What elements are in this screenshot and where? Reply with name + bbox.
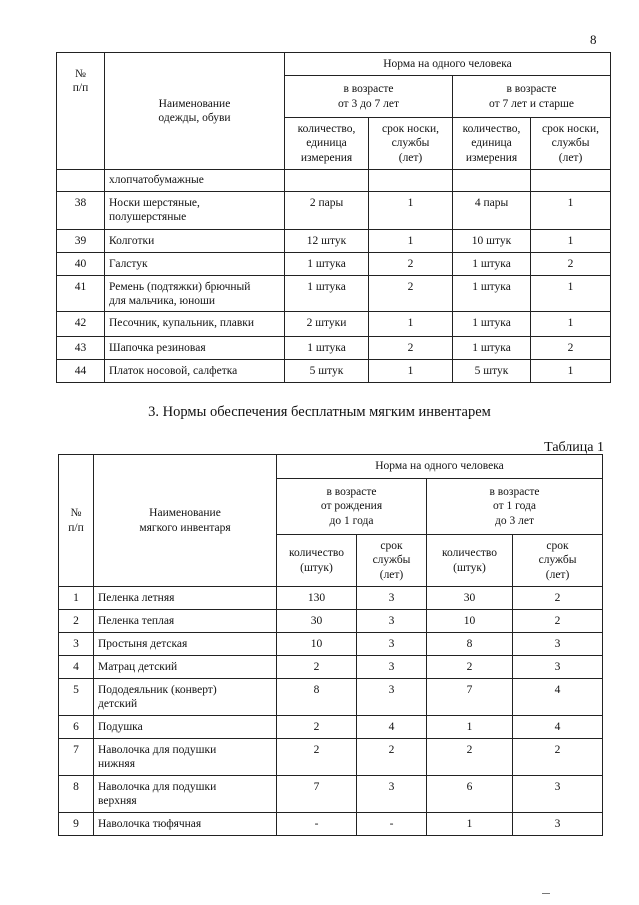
footer-mark <box>542 893 550 894</box>
row-term-1: 3 <box>357 679 427 716</box>
row-qty-2: 1 штука <box>453 312 531 337</box>
row-term-1: 3 <box>357 656 427 679</box>
table-row <box>57 312 611 337</box>
row-qty-1: 2 <box>277 716 357 739</box>
row-qty-2: 1 <box>427 716 513 739</box>
row-qty-2: 30 <box>427 587 513 610</box>
row-qty-1: 8 <box>277 679 357 716</box>
row-qty-1: - <box>277 813 357 836</box>
row-number: 3 <box>59 633 94 656</box>
row-number: 2 <box>59 610 94 633</box>
row-term-1: 2 <box>357 739 427 776</box>
header-norm: Норма на одного человека <box>277 455 603 479</box>
table-row <box>59 656 603 679</box>
row-number: 8 <box>59 776 94 813</box>
header-term-2: срок службы (лет) <box>513 535 603 587</box>
section-title: 3. Нормы обеспечения бесплатным мягким инвентарем <box>148 404 491 420</box>
row-term-1: 2 <box>369 253 453 276</box>
row-qty-2: 5 штук <box>453 360 531 383</box>
row-term-2: 3 <box>513 776 603 813</box>
row-number: 38 <box>57 192 105 230</box>
header-term-2: срок носки, службы (лет) <box>531 118 611 170</box>
row-qty-2: 4 пары <box>453 192 531 230</box>
row-name: Носки шерстяные, полушерстяные <box>105 192 285 230</box>
row-term-2: 1 <box>531 230 611 253</box>
soft-inventory-table <box>58 454 603 836</box>
row-number: 4 <box>59 656 94 679</box>
row-qty-2: 6 <box>427 776 513 813</box>
row-name: Колготки <box>105 230 285 253</box>
row-qty-2: 1 штука <box>453 253 531 276</box>
continuation-cell: хлопчатобумажные <box>105 170 285 192</box>
row-qty-2: 2 <box>427 656 513 679</box>
row-number: 5 <box>59 679 94 716</box>
row-term-2: 1 <box>531 276 611 312</box>
row-qty-2: 1 штука <box>453 337 531 360</box>
row-number: 41 <box>57 276 105 312</box>
row-name: Наволочка для подушки нижняя <box>94 739 277 776</box>
header-qty-1: количество (штук) <box>277 535 357 587</box>
header-qty-2: количество (штук) <box>427 535 513 587</box>
header-norm: Норма на одного человека <box>285 53 611 76</box>
row-term-2: 2 <box>513 610 603 633</box>
row-name: Шапочка резиновая <box>105 337 285 360</box>
row-qty-1: 2 пары <box>285 192 369 230</box>
row-qty-1: 30 <box>277 610 357 633</box>
table-row <box>57 192 611 230</box>
row-qty-1: 1 штука <box>285 337 369 360</box>
row-term-1: 1 <box>369 360 453 383</box>
row-term-2: 2 <box>513 587 603 610</box>
row-qty-2: 8 <box>427 633 513 656</box>
row-qty-2: 1 штука <box>453 276 531 312</box>
row-qty-2: 2 <box>427 739 513 776</box>
table-row <box>57 337 611 360</box>
row-term-1: 2 <box>369 337 453 360</box>
header-num: № п/п <box>57 53 105 170</box>
row-qty-1: 5 штук <box>285 360 369 383</box>
row-term-2: 1 <box>531 192 611 230</box>
row-name: Ремень (подтяжки) брючный для мальчика, юноши <box>105 276 285 312</box>
table-row <box>57 360 611 383</box>
row-term-2: 1 <box>531 360 611 383</box>
header-term-1: срок службы (лет) <box>357 535 427 587</box>
table-row <box>59 679 603 716</box>
row-term-1: 3 <box>357 633 427 656</box>
table-row <box>59 739 603 776</box>
row-number: 6 <box>59 716 94 739</box>
header-name: Наименование одежды, обуви <box>105 53 285 170</box>
table-row <box>59 633 603 656</box>
row-name: Платок носовой, салфетка <box>105 360 285 383</box>
row-qty-2: 1 <box>427 813 513 836</box>
row-term-1: 3 <box>357 610 427 633</box>
row-term-1: 1 <box>369 192 453 230</box>
row-number: 42 <box>57 312 105 337</box>
row-number: 44 <box>57 360 105 383</box>
row-name: Подушка <box>94 716 277 739</box>
header-age-group-2: в возрасте от 1 года до 3 лет <box>427 479 603 535</box>
row-number: 43 <box>57 337 105 360</box>
row-term-1: 4 <box>357 716 427 739</box>
row-term-2: 2 <box>531 253 611 276</box>
row-qty-1: 1 штука <box>285 253 369 276</box>
row-number: 1 <box>59 587 94 610</box>
row-term-1: 3 <box>357 587 427 610</box>
row-qty-1: 10 <box>277 633 357 656</box>
row-name: Пододеяльник (конверт) детский <box>94 679 277 716</box>
row-qty-1: 2 <box>277 739 357 776</box>
row-term-1: 2 <box>369 276 453 312</box>
row-name: Пеленка летняя <box>94 587 277 610</box>
row-name: Песочник, купальник, плавки <box>105 312 285 337</box>
header-num: № п/п <box>59 455 94 587</box>
header-age-group-2: в возрасте от 7 лет и старше <box>453 76 611 118</box>
row-term-2: 3 <box>513 656 603 679</box>
row-name: Пеленка теплая <box>94 610 277 633</box>
row-name: Матрац детский <box>94 656 277 679</box>
row-name: Наволочка тюфячная <box>94 813 277 836</box>
row-term-2: 4 <box>513 716 603 739</box>
table-row <box>57 253 611 276</box>
table-row <box>59 587 603 610</box>
row-qty-1: 1 штука <box>285 276 369 312</box>
row-term-2: 3 <box>513 813 603 836</box>
row-term-2: 2 <box>513 739 603 776</box>
row-qty-2: 10 штук <box>453 230 531 253</box>
row-term-2: 3 <box>513 633 603 656</box>
row-number: 40 <box>57 253 105 276</box>
row-name: Наволочка для подушки верхняя <box>94 776 277 813</box>
row-term-1: - <box>357 813 427 836</box>
table-row <box>57 276 611 312</box>
row-qty-1: 2 штуки <box>285 312 369 337</box>
row-qty-2: 7 <box>427 679 513 716</box>
table-row <box>59 716 603 739</box>
row-number: 9 <box>59 813 94 836</box>
header-qty-1: количество, единица измерения <box>285 118 369 170</box>
header-age-group-1: в возрасте от рождения до 1 года <box>277 479 427 535</box>
row-qty-1: 7 <box>277 776 357 813</box>
header-term-1: срок носки, службы (лет) <box>369 118 453 170</box>
row-name: Галстук <box>105 253 285 276</box>
row-term-1: 3 <box>357 776 427 813</box>
table-row <box>57 170 611 192</box>
row-term-2: 1 <box>531 312 611 337</box>
header-qty-2: количество, единица измерения <box>453 118 531 170</box>
clothing-norms-table <box>56 52 611 383</box>
row-term-1: 1 <box>369 230 453 253</box>
row-qty-2: 10 <box>427 610 513 633</box>
row-qty-1: 2 <box>277 656 357 679</box>
header-age-group-1: в возрасте от 3 до 7 лет <box>285 76 453 118</box>
row-qty-1: 130 <box>277 587 357 610</box>
header-name: Наименование мягкого инвентаря <box>94 455 277 587</box>
row-qty-1: 12 штук <box>285 230 369 253</box>
row-term-2: 2 <box>531 337 611 360</box>
table-label: Таблица 1 <box>544 440 604 455</box>
table-row <box>57 230 611 253</box>
page-number: 8 <box>590 32 597 47</box>
table-row <box>59 813 603 836</box>
table-row <box>59 776 603 813</box>
row-term-2: 4 <box>513 679 603 716</box>
row-number: 39 <box>57 230 105 253</box>
row-name: Простыня детская <box>94 633 277 656</box>
table-row <box>59 610 603 633</box>
row-term-1: 1 <box>369 312 453 337</box>
row-number: 7 <box>59 739 94 776</box>
